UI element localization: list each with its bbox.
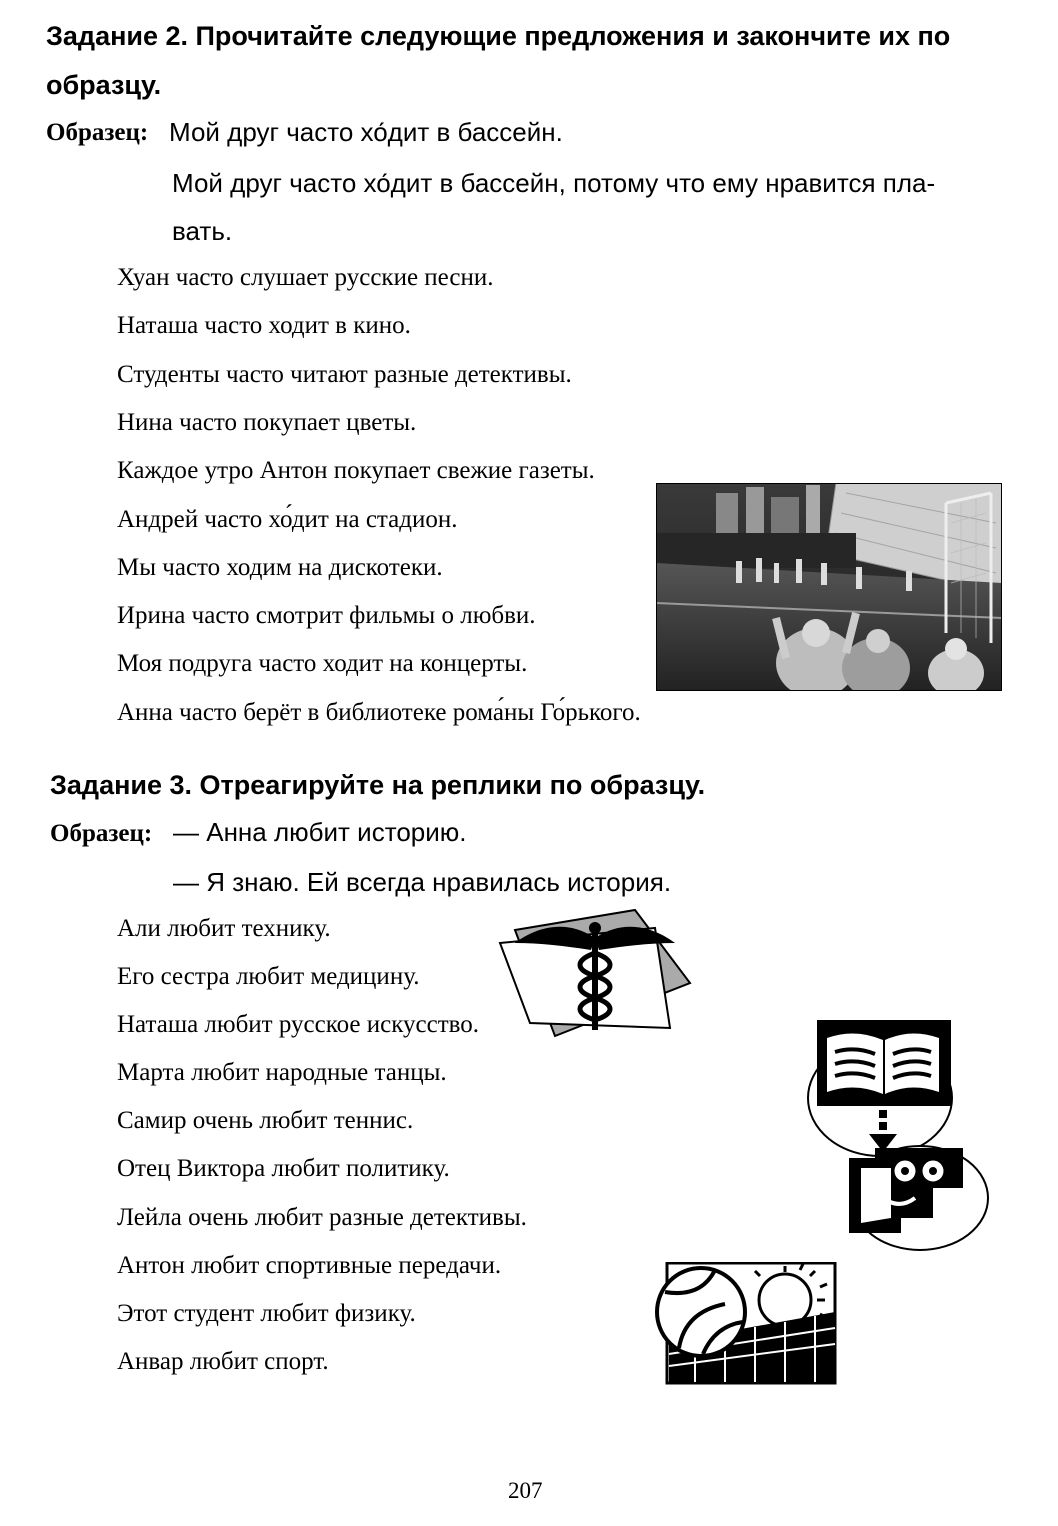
- list-item: Мы часто ходим на дискотеки.: [117, 554, 443, 581]
- caduceus-icon: [495, 908, 695, 1040]
- task2-heading-line2: образцу.: [46, 70, 162, 100]
- list-item: Моя подруга часто ходит на концерты.: [117, 650, 528, 677]
- list-item: Антон любит спортивные передачи.: [117, 1252, 502, 1279]
- list-item: Хуан часто слушает русские песни.: [117, 264, 494, 291]
- volleyball-icon: [655, 1262, 838, 1386]
- list-item: Лейла очень любит разные детективы.: [117, 1204, 527, 1231]
- stadium-photo: [656, 483, 1002, 691]
- list-item: Марта любит народные танцы.: [117, 1059, 447, 1086]
- list-item: Самир очень любит теннис.: [117, 1107, 414, 1134]
- task3-sample-answer: — Я знаю. Ей всегда нравилась история.: [173, 867, 672, 897]
- list-item: Его сестра любит медицину.: [117, 963, 420, 990]
- task2-sample-answer-line1: Мой друг часто хо́дит в бассейн, потому что ему нравится пла-: [172, 168, 936, 198]
- task2-heading-line1: Задание 2. Прочитайте следующие предложения и закончите их по: [46, 21, 951, 51]
- list-item: Наташа любит русское искусство.: [117, 1011, 480, 1038]
- task2-sample-answer-line2: вать.: [172, 216, 233, 246]
- list-item: Студенты часто читают разные детективы.: [117, 361, 572, 388]
- list-item: Этот студент любит физику.: [117, 1300, 416, 1327]
- task3-heading: Задание 3. Отреагируйте на реплики по образцу.: [50, 770, 706, 800]
- book-reader-icon: [805, 1018, 990, 1253]
- task3-sample-text: — Анна любит историю.: [173, 817, 467, 847]
- task2-sample-text: Мой друг часто хо́дит в бассейн.: [169, 117, 563, 147]
- page-number: 207: [508, 1478, 543, 1503]
- task3-sample-label: Образец:: [50, 820, 153, 847]
- list-item: Наташа часто ходит в кино.: [117, 312, 411, 339]
- list-item: Андрей часто хо́дит на стадион.: [117, 506, 458, 533]
- list-item: Али любит технику.: [117, 915, 331, 942]
- list-item: Отец Виктора любит политику.: [117, 1155, 450, 1182]
- list-item: Ирина часто смотрит фильмы о любви.: [117, 602, 536, 629]
- task2-sample-label: Образец:: [46, 119, 149, 146]
- list-item: Нина часто покупает цветы.: [117, 409, 417, 436]
- list-item: Анна часто берёт в библиотеке рома́ны Го́рького.: [117, 699, 641, 726]
- list-item: Каждое утро Антон покупает свежие газеты.: [117, 457, 595, 484]
- list-item: Анвар любит спорт.: [117, 1348, 329, 1375]
